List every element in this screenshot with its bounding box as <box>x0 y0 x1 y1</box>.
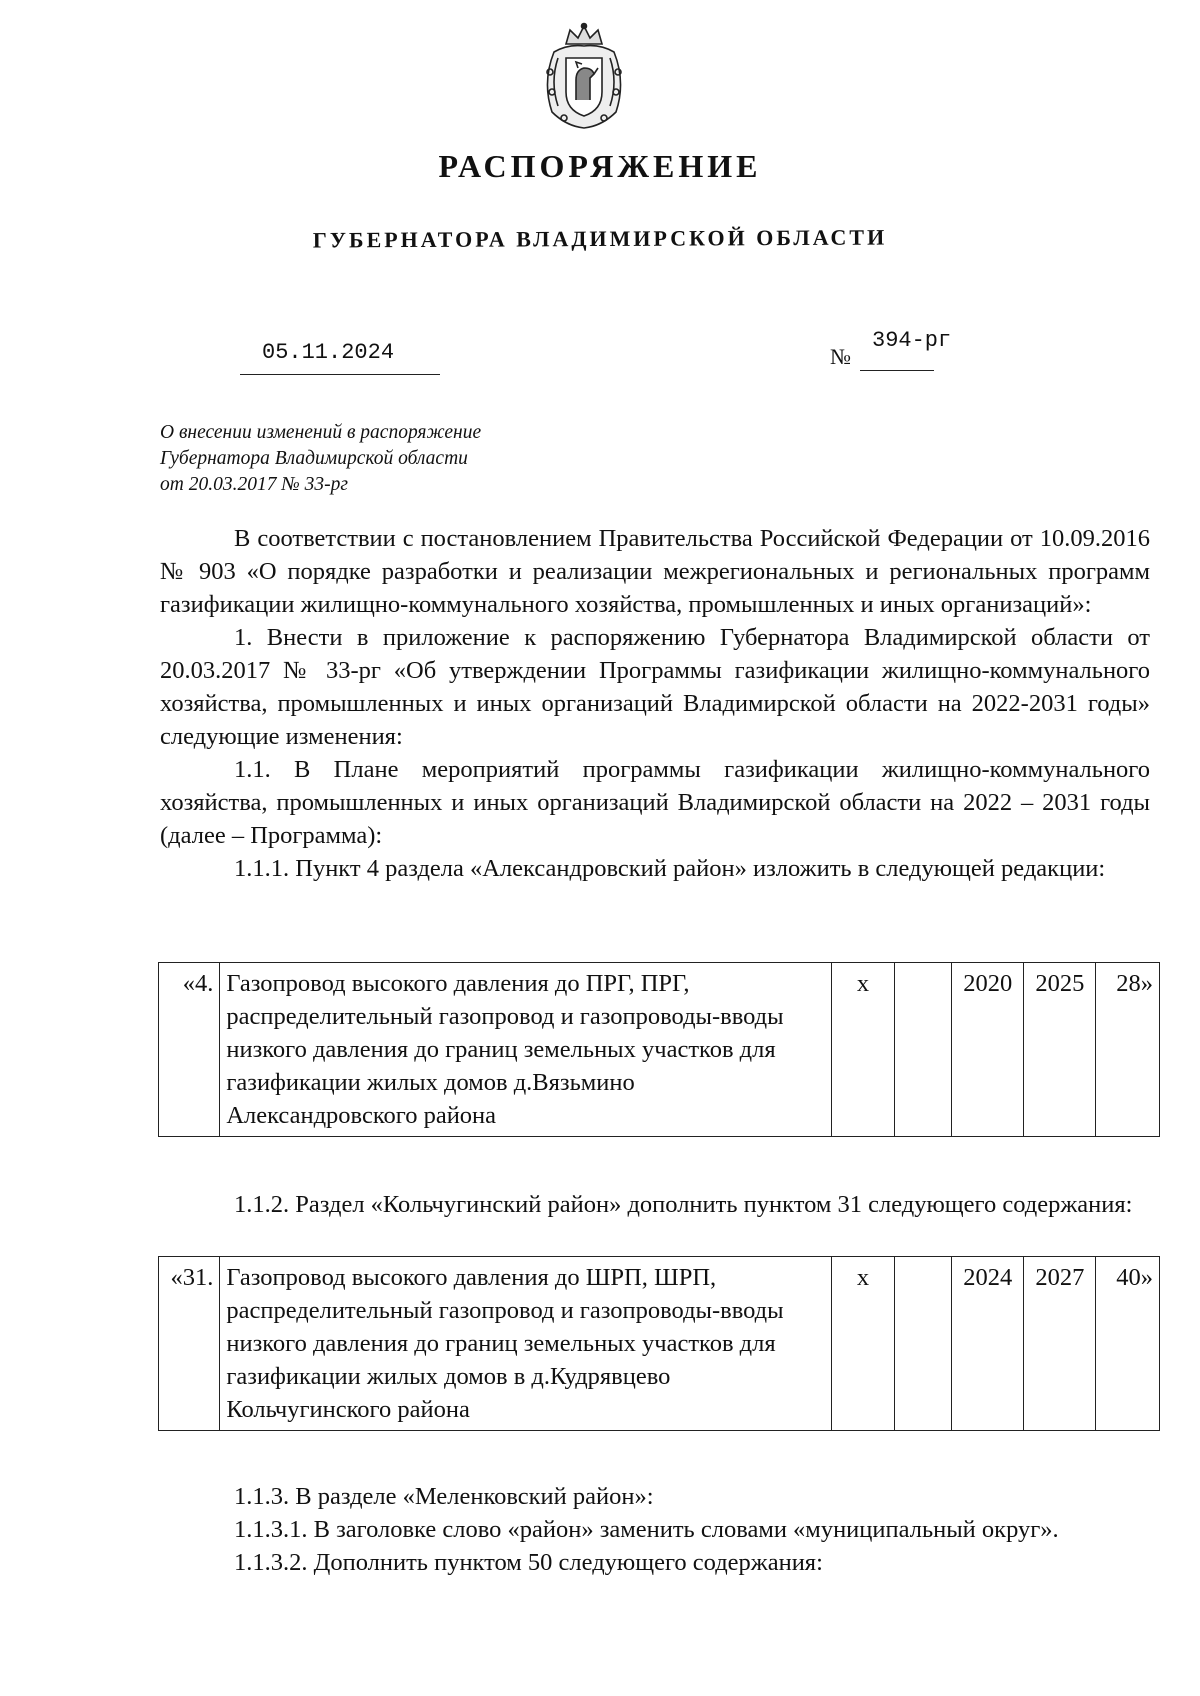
table-cell-count: 40» <box>1096 1257 1160 1431</box>
paragraph-intro: В соответствии с постановлением Правительства Российской Федерации от 10.09.2016 № 903 «О порядке разработки и реализации межрегиональных и региональных программ газификации жилищно-коммунального хозяйства, промышленных и иных организаций»: <box>160 525 1150 618</box>
subject-line: от 20.03.2017 № 33-рг <box>160 474 348 495</box>
date-underline <box>240 374 440 375</box>
table-cell-empty <box>895 963 952 1137</box>
subject-line: О внесении изменений в распоряжение <box>160 422 482 443</box>
table-cell-year-start: 2020 <box>952 963 1024 1137</box>
table-cell-year-end: 2027 <box>1024 1257 1096 1431</box>
document-number: 394-рг <box>872 328 952 353</box>
paragraph-1-1-1: 1.1.1. Пункт 4 раздела «Александровский район» изложить в следующей редакции: <box>234 855 1106 882</box>
paragraph-1-1-3-1: 1.1.3.1. В заголовке слово «район» заменить словами «муниципальный округ». <box>234 1516 1059 1543</box>
number-sign: № <box>830 344 851 369</box>
table-cell-empty <box>895 1257 952 1431</box>
document-subject <box>160 420 481 498</box>
body-section-2 <box>160 1188 1150 1221</box>
document-subtitle: ГУБЕРНАТОРА ВЛАДИМИРСКОЙ ОБЛАСТИ <box>312 224 888 253</box>
paragraph-1-1-2: 1.1.2. Раздел «Кольчугинский район» дополнить пунктом 31 следующего содержания: <box>234 1191 1133 1218</box>
table-row <box>159 1257 1160 1431</box>
paragraph-1: 1. Внести в приложение к распоряжению Губернатора Владимирской области от 20.03.2017 № 33-рг «Об утверждении Программы газификации жилищно-коммунального хозяйства, промышленных и иных организаций Владимирской области на 2022-2031 годы» следующие изменения: <box>160 624 1150 750</box>
table-cell-count: 28» <box>1096 963 1160 1137</box>
body-section-1 <box>160 522 1150 885</box>
table-cell-description: Газопровод высокого давления до ШРП, ШРП, распределительный газопровод и газопроводы-вводы низкого давления до границ земельных участков для газификации жилых домов в д.Кудрявцево Кольчугинского района <box>220 1257 831 1431</box>
subject-line: Губернатора Владимирской области <box>160 448 468 469</box>
table-cell-mark: х <box>831 963 895 1137</box>
document-date: 05.11.2024 <box>262 340 395 365</box>
paragraph-1-1-3: 1.1.3. В разделе «Меленковский район»: <box>234 1483 654 1510</box>
table-cell-year-start: 2024 <box>952 1257 1024 1431</box>
table-cell-description: Газопровод высокого давления до ПРГ, ПРГ, распределительный газопровод и газопроводы-вводы низкого давления до границ земельных участков для газификации жилых домов д.Вязьмино Александровского района <box>220 963 831 1137</box>
table-cell-year-end: 2025 <box>1024 963 1096 1137</box>
paragraph-1-1-3-2: 1.1.3.2. Дополнить пунктом 50 следующего содержания: <box>234 1549 823 1576</box>
number-underline <box>860 370 934 371</box>
table-cell-mark: х <box>831 1257 895 1431</box>
table-row <box>159 963 1160 1137</box>
amendment-table-1 <box>158 962 1160 1137</box>
body-section-3 <box>160 1480 1150 1579</box>
table-cell-number: «4. <box>159 963 220 1137</box>
coat-of-arms-icon <box>536 22 632 132</box>
document-title: РАСПОРЯЖЕНИЕ <box>438 148 762 184</box>
paragraph-1-1: 1.1. В Плане мероприятий программы газификации жилищно-коммунального хозяйства, промышленных и иных организаций Владимирской области на 2022 – 2031 годы (далее – Программа): <box>160 756 1150 849</box>
table-cell-number: «31. <box>159 1257 220 1431</box>
amendment-table-2 <box>158 1256 1160 1431</box>
